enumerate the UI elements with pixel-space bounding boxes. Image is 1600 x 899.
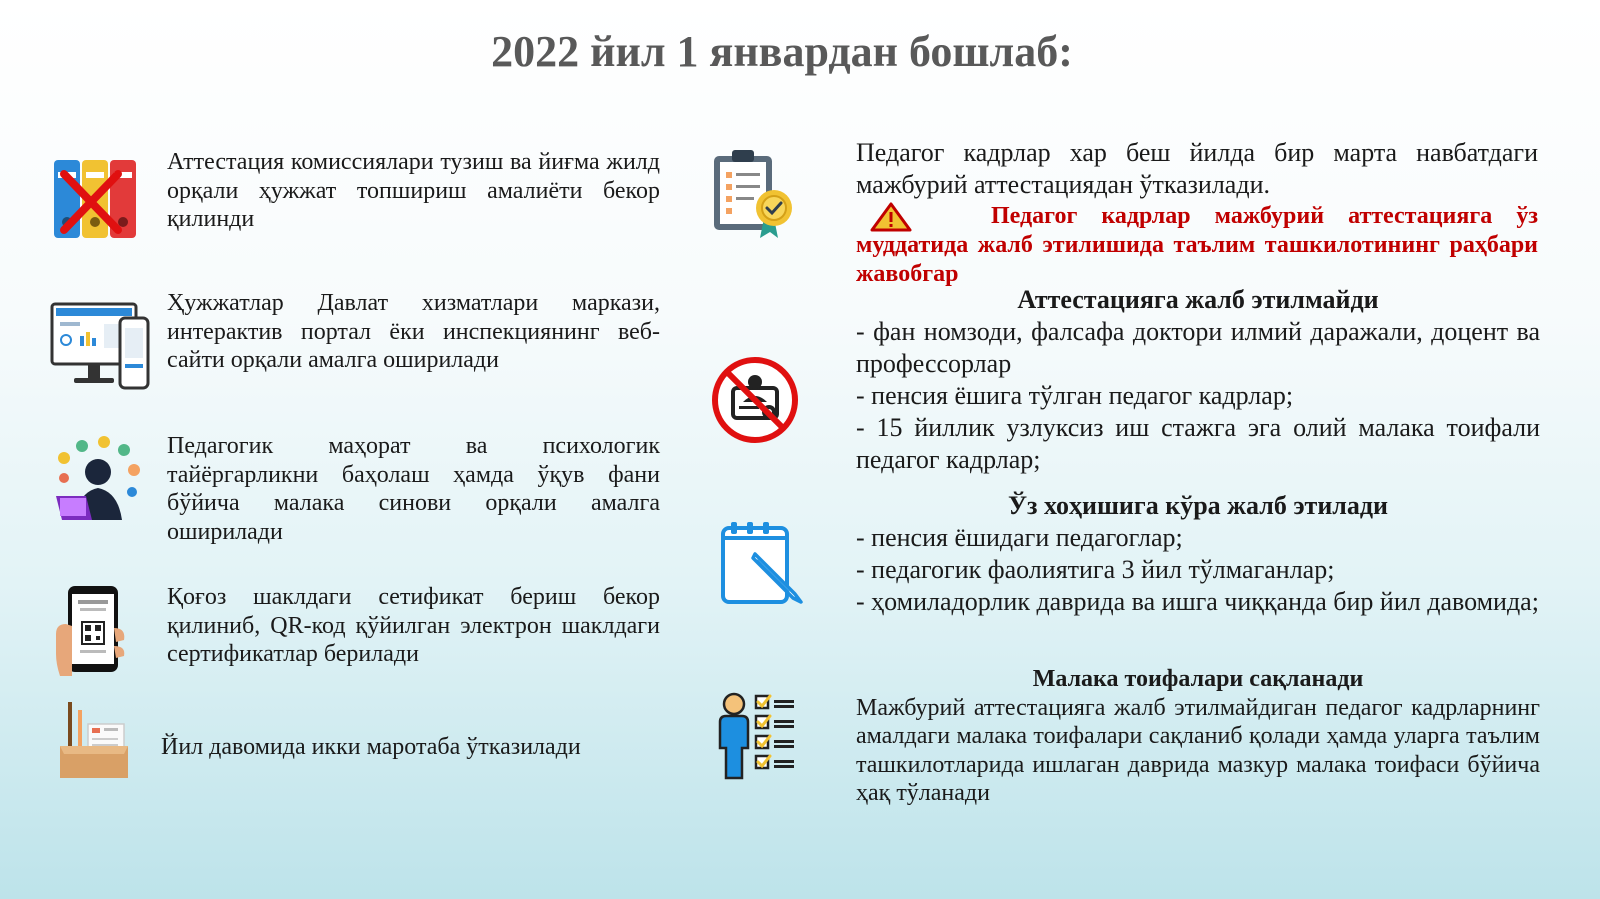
left-item-text: Қоғоз шаклдаги сетификат бериш бекор қилиниб, QR-код қўйилган электрон шаклдаги сертификатлар берилади <box>167 584 660 667</box>
not-involved-heading: Аттестацияга жалб этилмайди <box>1017 285 1379 314</box>
notepad-pencil-icon <box>719 520 805 606</box>
left-item-text: Йил давомида икки маротаба ўтказилади <box>161 734 581 760</box>
warning-text: Педагог кадрлар мажбурий аттестацияга ўз муддатида жалб этилишида таълим ташкилотининг раҳбари жавобгар <box>856 203 1538 287</box>
not-involved-item: - пенсия ёшига тўлган педагог кадрлар; <box>856 381 1294 410</box>
intro-block <box>856 137 1538 201</box>
voluntary-item: - пенсия ёшидаги педагоглар; <box>856 523 1183 552</box>
clipboard-certificate-icon <box>708 148 800 240</box>
not-involved-block <box>856 284 1540 476</box>
voluntary-block <box>856 490 1540 618</box>
folders-crossed-icon <box>52 156 138 242</box>
categories-heading: Малака тоифалари сақланади <box>1032 666 1364 692</box>
person-laptop-icon <box>52 436 142 522</box>
intro-text: Педагог кадрлар хар беш йилда бир марта навбатдаги мажбурий аттестациядан ўтказилади. <box>856 138 1538 199</box>
left-item-text: Ҳужжатлар Давлат хизматлари маркази, интерактив портал ёки инспекциянинг веб-сайти орқали амалга оширилади <box>167 290 660 373</box>
person-checklist-icon <box>716 692 798 782</box>
voluntary-item: - педагогик фаолиятига 3 йил тўлмаганлар; <box>856 555 1335 584</box>
not-involved-item: - 15 йиллик узлуксиз иш стажга эга олий малака тоифали педагог кадрлар; <box>856 413 1540 474</box>
voluntary-item: - ҳомиладорлик даврида ва ишга чиққанда бир йил давомида; <box>856 587 1539 616</box>
categories-text: Мажбурий аттестацияга жалб этилмайдиган педагог кадрларнинг амалдаги малака тоифалари сақланиб қолади ҳамда уларга таълим ташкилотларида ишлаган даврида мазкур малака тоифаси бўйича ҳақ тўланади <box>856 694 1540 806</box>
left-item-text: Аттестация комиссиялари тузиш ва йиғма жилд орқали ҳужжат топшириш амалиёти бекор қилинди <box>167 149 660 232</box>
monitor-phone-icon <box>50 302 152 390</box>
left-item-text: Педагогик маҳорат ва психологик тайёргарликни баҳолаш ҳамда ўқув фани бўйича малака синови орқали амалга оширилади <box>167 433 660 545</box>
not-involved-item: - фан номзоди, фалсафа доктори илмий даражали, доцент ва профессорлар <box>856 317 1540 378</box>
voluntary-heading: Ўз хоҳишига кўра жалб этилади <box>1007 491 1389 520</box>
page-title: 2022 йил 1 январдан бошлаб: <box>491 27 1073 76</box>
phone-qr-icon <box>54 584 128 676</box>
categories-block <box>856 665 1540 808</box>
desk-calendar-icon <box>58 698 130 782</box>
no-person-icon <box>709 354 801 446</box>
